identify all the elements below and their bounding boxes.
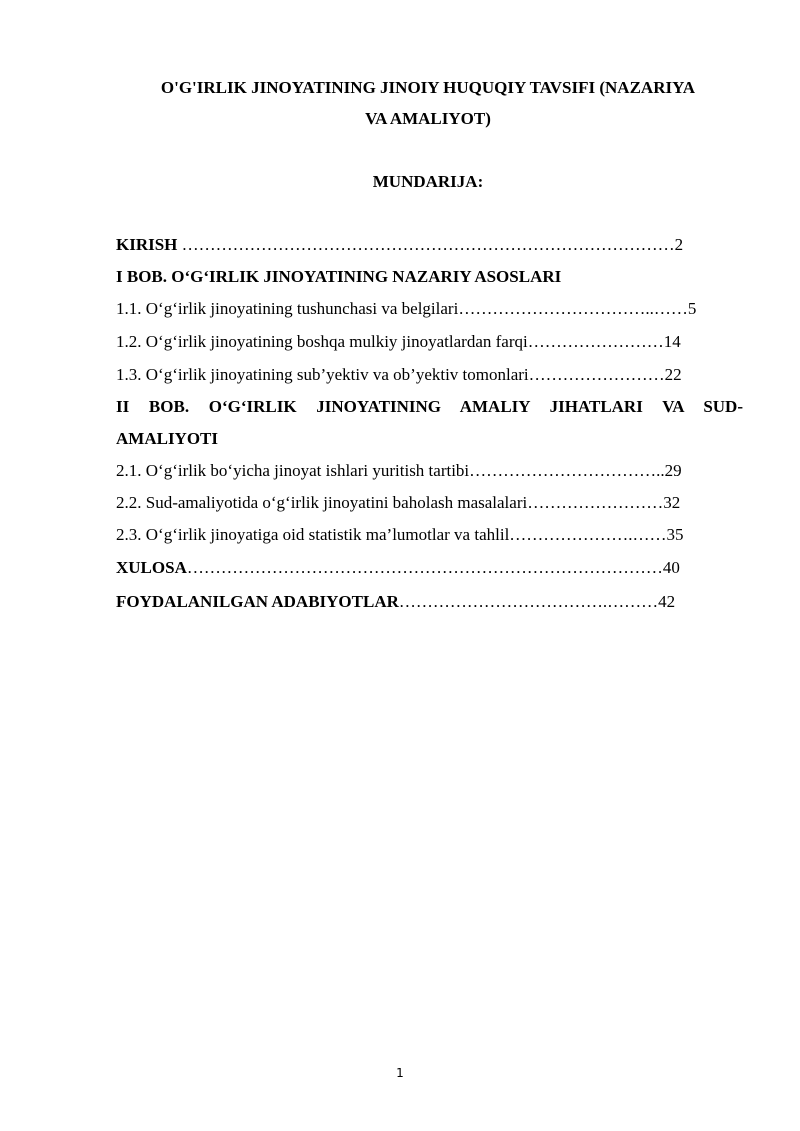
toc-entry-label: FOYDALANILGAN ADABIYOTLAR	[116, 592, 399, 611]
toc-entry-label: 1.3. O‘g‘irlik jinoyatining sub’yektiv va ob’yektiv tomonlari	[116, 365, 529, 384]
toc-entry-page: 2	[674, 235, 684, 254]
toc-entry-leader: …………………………………………………………………………	[186, 558, 663, 577]
toc-entry-leader: ……………………………………………………………………………	[177, 235, 675, 254]
toc-chapter-1-heading[interactable]: I BOB. O‘G‘IRLIK JINOYATINING NAZARIY ASOSLARI	[116, 267, 562, 286]
toc-entry-2-1[interactable]	[116, 455, 682, 487]
toc-entry-1-3[interactable]	[116, 359, 682, 391]
toc-entry-kirish[interactable]	[116, 229, 683, 261]
toc-entry-label: 2.1. O‘g‘irlik bo‘yicha jinoyat ishlari yuritish tartibi	[116, 461, 470, 480]
page-number: 1	[396, 1066, 404, 1080]
toc-entry-label: 2.3. O‘g‘irlik jinoyatiga oid statistik ma’lumotlar va tahlil	[116, 525, 510, 544]
toc-entry-leader: ……………………	[527, 332, 664, 351]
toc-chapter-2-heading-line-2: AMALIYOTI	[116, 429, 219, 448]
toc-chapter-2-heading[interactable]	[116, 391, 743, 455]
toc-entry-leader: ……………………	[528, 365, 665, 384]
toc-heading: MUNDARIJA:	[372, 172, 484, 191]
toc-entry-label: XULOSA	[116, 558, 187, 577]
toc-entry-page: 32	[663, 493, 681, 512]
toc-entry-1-1[interactable]	[116, 293, 696, 325]
toc-entry-label: KIRISH	[116, 235, 178, 254]
document-title-line-1: O'G'IRLIK JINOYATINING JINOIY HUQUQIY TAVSIFI (NAZARIYA	[160, 78, 696, 97]
toc-entry-1-2[interactable]	[116, 326, 681, 358]
toc-entry-page: 35	[666, 525, 684, 544]
toc-entry-xulosa[interactable]	[116, 552, 680, 584]
toc-entry-leader: ……………………………..	[469, 461, 665, 480]
toc-entry-page: 22	[664, 365, 682, 384]
toc-entry-foydalanilgan-adabiyotlar[interactable]	[116, 586, 675, 618]
toc-entry-2-2[interactable]	[116, 487, 680, 519]
toc-entry-leader: ………………….……	[509, 525, 667, 544]
toc-chapter-2-heading-line-1: II BOB. O‘G‘IRLIK JINOYATINING AMALIY JIHATLARI VA SUD-	[116, 397, 743, 416]
toc-entry-page: 29	[664, 461, 682, 480]
toc-entry-label: 1.1. O‘g‘irlik jinoyatining tushunchasi va belgilari	[116, 299, 459, 318]
toc-entry-page: 42	[658, 592, 676, 611]
toc-entry-2-3[interactable]	[116, 519, 684, 551]
toc-entry-leader: ……………………………..……	[458, 299, 688, 318]
document-title-line-2: VA AMALIYOT)	[365, 109, 491, 128]
toc-entry-page: 14	[663, 332, 681, 351]
toc-entry-leader: ……………………………….………	[398, 592, 659, 611]
toc-entry-page: 40	[662, 558, 680, 577]
toc-entry-label: 1.2. O‘g‘irlik jinoyatining boshqa mulkiy jinoyatlardan farqi	[116, 332, 528, 351]
toc-entry-page: 5	[687, 299, 697, 318]
toc-entry-leader: ……………………	[527, 493, 664, 512]
toc-entry-label: 2.2. Sud-amaliyotida o‘g‘irlik jinoyatini baholash masalalari	[116, 493, 528, 512]
